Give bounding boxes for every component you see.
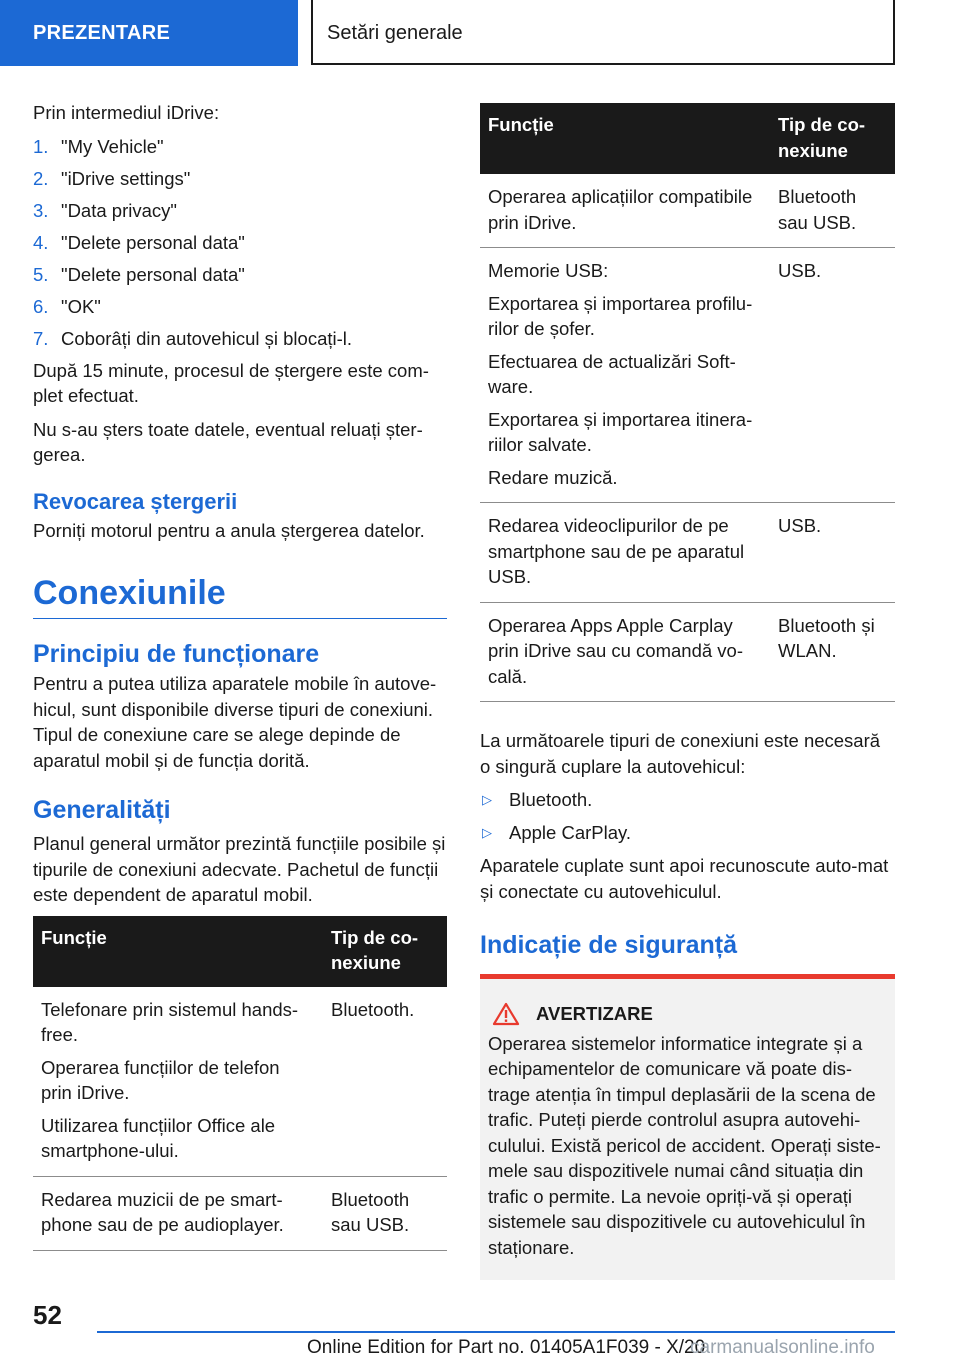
page-header — [0, 0, 960, 66]
list-item-text: Bluetooth. — [509, 789, 593, 810]
step-text: "Delete personal data" — [61, 263, 245, 285]
step-item — [33, 134, 447, 160]
safety-heading: Indicație de siguranță — [480, 931, 738, 959]
column-header-type: Tip de co-nexiune — [323, 916, 447, 987]
left-column — [33, 100, 447, 1251]
warning-text: Operarea sistemelor informatice integrate și a echipamentelor de comunicare vă poate dis-trage atenția în timpul deplasării de la scena de trafic. Puteți pierde controlul asupra autovehi-culului. Există pericol de accident. Operați siste-mele sau dispozitivele numai când situația din trafic o permite. La nevoie opriți-vă și operați sistemele sau dispozitivele cu autovehiculul în staționare. — [488, 1032, 881, 1258]
connections-heading: Conexiunile — [33, 573, 447, 619]
function-line: Redare muzică. — [488, 466, 618, 488]
step-number: 5. — [33, 263, 49, 285]
type-cell: Bluetooth sau USB. — [770, 174, 895, 248]
revocation-heading: Revocarea ștergerii — [33, 488, 238, 514]
function-cell — [480, 602, 770, 702]
triangle-bullet-icon: ▷ — [482, 824, 492, 840]
function-line: Exportarea și importarea profilu-rilor de șofer. — [488, 292, 753, 339]
table-row — [33, 987, 447, 1177]
pairing-list — [480, 787, 895, 845]
pairing-text: La următoarele tipuri de conexiuni este necesară o singură cuplare la autovehicul: — [480, 730, 881, 777]
section-tab: PREZENTARE — [0, 0, 298, 66]
step-text: Coborâți din autovehicul și blocați-l. — [61, 327, 353, 349]
page-number: 52 — [33, 1300, 62, 1330]
step-number: 3. — [33, 199, 49, 221]
step-number: 1. — [33, 135, 49, 157]
warning-header — [488, 1001, 887, 1027]
deletion-complete-text: După 15 minute, procesul de ștergere este com-plet efectuat. — [33, 359, 429, 406]
steps-list — [33, 134, 447, 352]
function-cell — [480, 174, 770, 248]
function-line: Operarea aplicațiilor compatibile prin iDrive. — [488, 186, 753, 233]
connections-table-left — [33, 916, 447, 1251]
column-header-type: Tip de co-nexiune — [770, 103, 895, 174]
warning-box — [480, 974, 895, 1280]
step-item — [33, 326, 447, 352]
step-text: "My Vehicle" — [61, 135, 164, 157]
step-item — [33, 166, 447, 192]
step-text: "OK" — [61, 295, 101, 317]
principle-text: Pentru a putea utiliza aparatele mobile în autove-hicul, sunt disponibile diverse tipuri de conexiuni. Tipul de conexiune care se alege depinde de aparatul mobil și de funcția dorită. — [33, 673, 437, 771]
step-text: "Data privacy" — [61, 199, 177, 221]
type-cell: Bluetooth sau USB. — [323, 1176, 447, 1250]
table-row — [480, 503, 895, 603]
overview-text: Planul general următor prezintă funcțiile posibile și tipurile de conexiuni adecvate. Pachetul de funcții este dependent de aparatul mobil. — [33, 833, 446, 905]
function-line: Redarea muzicii de pe smart-phone sau de pe audioplayer. — [41, 1188, 284, 1235]
function-cell — [480, 248, 770, 503]
step-number: 4. — [33, 231, 49, 253]
triangle-bullet-icon: ▷ — [482, 792, 492, 807]
list-item — [480, 787, 895, 813]
step-text: "Delete personal data" — [61, 231, 245, 253]
function-line: Operarea Apps Apple Carplay prin iDrive sau cu comandă vo-cală. — [488, 614, 743, 687]
overview-heading: Generalități — [33, 796, 171, 824]
principle-heading: Principiu de funcționare — [33, 640, 320, 668]
function-cell — [33, 987, 323, 1177]
table-header-row — [480, 103, 895, 174]
function-line: Efectuarea de actualizări Soft-ware. — [488, 350, 736, 397]
list-item — [480, 820, 895, 846]
step-item — [33, 262, 447, 288]
function-line: Utilizarea funcțiilor Office ale smartphone-ului. — [41, 1114, 276, 1161]
column-header-function: Funcție — [480, 103, 770, 174]
table-row — [33, 1176, 447, 1250]
function-line: Telefonare prin sistemul hands-free. — [41, 998, 299, 1045]
warning-label: AVERTIZARE — [536, 1003, 653, 1024]
chapter-title: Setări generale — [311, 0, 895, 65]
type-cell: USB. — [770, 503, 895, 603]
table-header-row — [33, 916, 447, 987]
right-column — [480, 103, 895, 1280]
type-cell: Bluetooth. — [323, 987, 447, 1177]
table-row — [480, 602, 895, 702]
step-item — [33, 294, 447, 320]
table-row — [480, 248, 895, 503]
function-cell — [33, 1176, 323, 1250]
type-cell: USB. — [770, 248, 895, 503]
step-text: "iDrive settings" — [61, 167, 191, 189]
pairing-after-text: Aparatele cuplate sunt apoi recunoscute auto-mat și conectate cu autovehiculul. — [480, 855, 889, 902]
function-line: Exportarea și importarea itinera-riilor salvate. — [488, 408, 753, 455]
step-number: 7. — [33, 327, 49, 349]
edition-text: Online Edition for Part no. 01405A1F039 - X/20 — [307, 1337, 706, 1358]
function-line: Operarea funcțiilor de telefon prin iDrive. — [41, 1056, 280, 1103]
type-cell: Bluetooth și WLAN. — [770, 602, 895, 702]
step-number: 2. — [33, 167, 49, 189]
footer-divider — [97, 1331, 895, 1333]
deletion-retry-text: Nu s-au șters toate datele, eventual reluați șter-gerea. — [33, 418, 423, 465]
function-cell — [480, 503, 770, 603]
intro-text: Prin intermediul iDrive: — [33, 102, 220, 123]
step-item — [33, 198, 447, 224]
step-item — [33, 230, 447, 256]
table-row — [480, 174, 895, 248]
step-number: 6. — [33, 295, 49, 317]
function-line: Memorie USB: — [488, 260, 609, 281]
revocation-text: Porniți motorul pentru a anula ștergerea datelor. — [33, 519, 425, 541]
warning-triangle-icon — [492, 1002, 520, 1026]
connections-table-right — [480, 103, 895, 702]
watermark: carmanualsonline.info — [690, 1337, 875, 1358]
column-header-function: Funcție — [33, 916, 323, 987]
function-line: Redarea videoclipurilor de pe smartphone sau de pe aparatul USB. — [488, 515, 745, 587]
list-item-text: Apple CarPlay. — [509, 821, 632, 843]
